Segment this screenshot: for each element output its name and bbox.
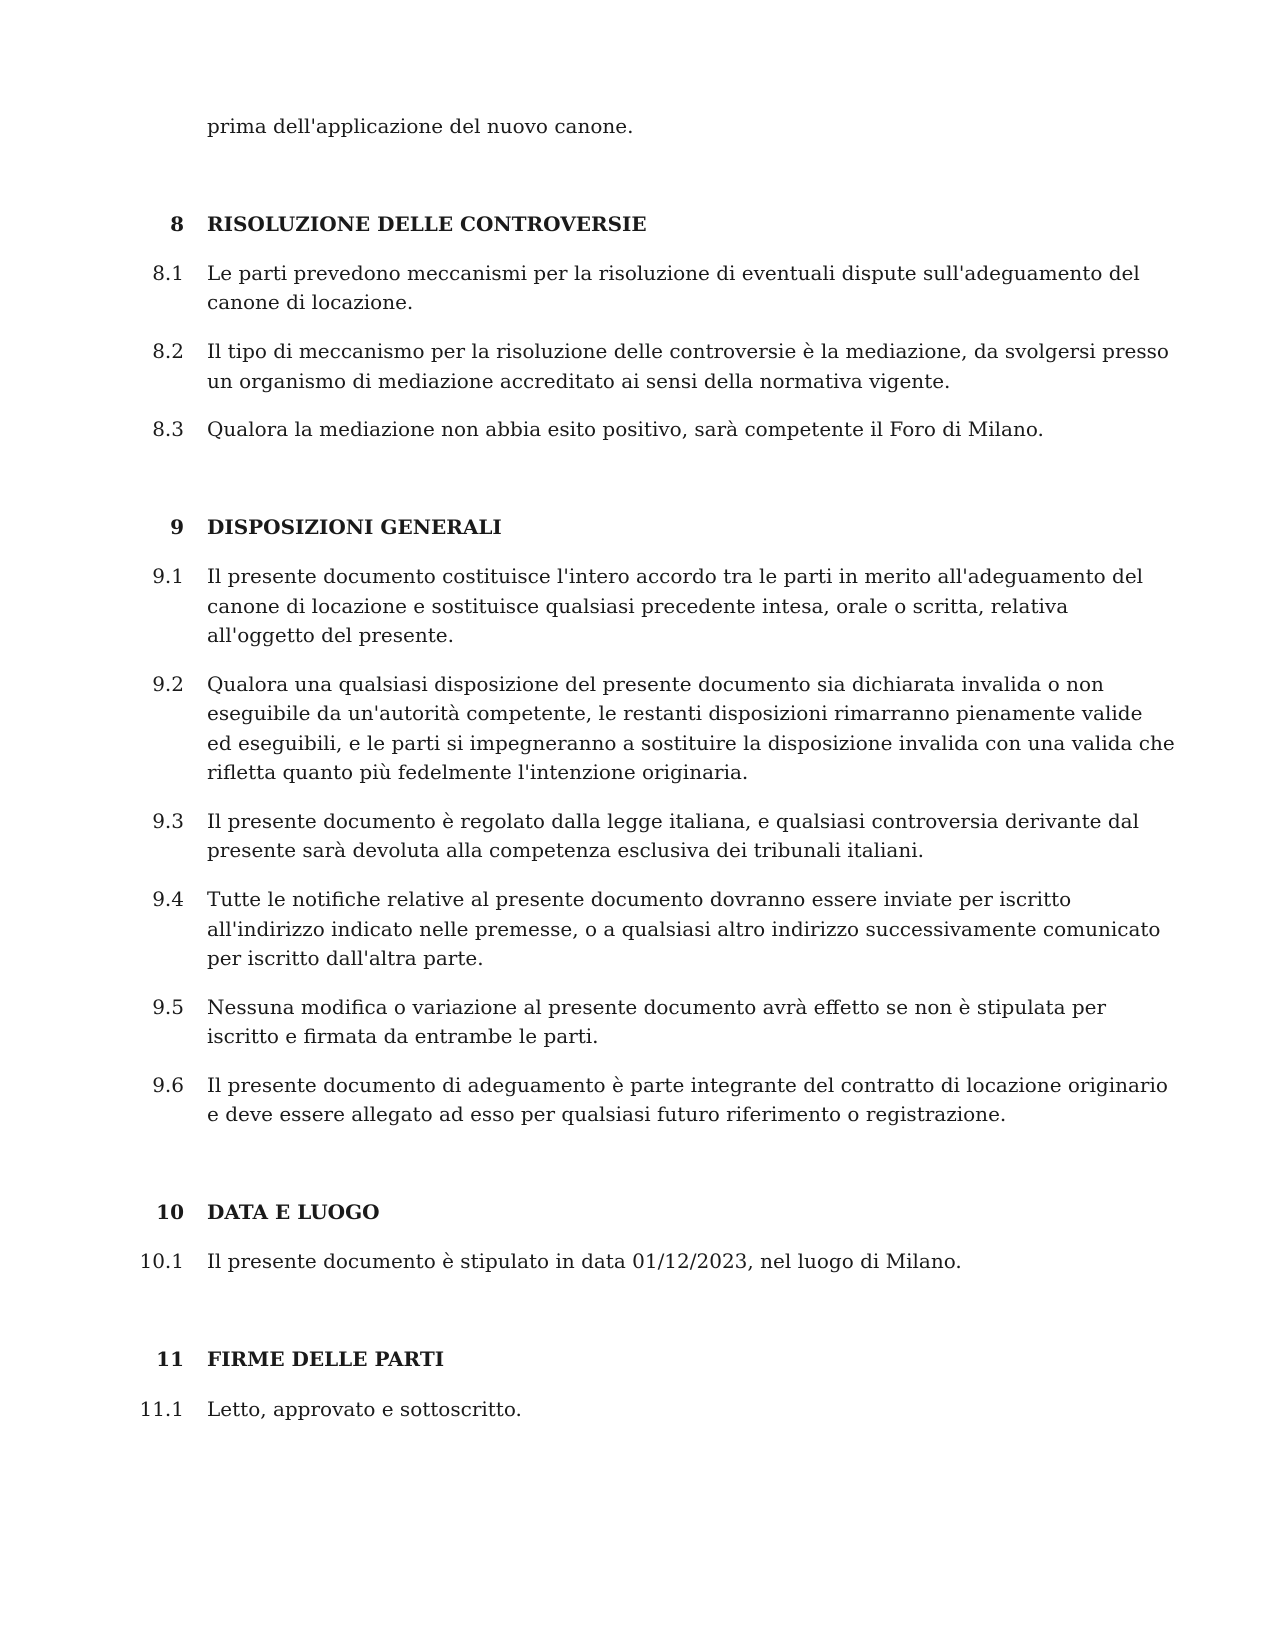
clause-8-3-line: Qualora la mediazione non abbia esito positivo, sarà competente il Foro di Milano. [207,417,1044,441]
clause-9-1-line: canone di locazione e sostituisce qualsiasi precedente intesa, orale o scritta, relativa [207,594,1069,618]
clause-8-2-line: Il tipo di meccanismo per la risoluzione delle controversie è la mediazione, da svolgersi presso [207,339,1169,363]
clause-9-4-line: per iscritto dall'altra parte. [207,946,484,970]
section-10-number: 10 [156,1200,184,1224]
clause-9-5-line: iscritto e firmata da entrambe le parti. [207,1024,599,1048]
clause-8-3-number: 8.3 [152,417,184,441]
clause-9-3-number: 9.3 [152,809,184,833]
clause-9-4-line: all'indirizzo indicato nelle premesse, o a qualsiasi altro indirizzo successivamente comunicato [207,917,1161,941]
clause-11-1-line: Letto, approvato e sottoscritto. [207,1397,522,1421]
continuation-text: prima dell'applicazione del nuovo canone. [207,114,634,138]
clause-8-1-number: 8.1 [152,261,184,285]
section-10-title: DATA E LUOGO [207,1200,380,1224]
clause-8-1-line: canone di locazione. [207,290,414,314]
clause-10-1-number: 10.1 [139,1249,184,1273]
section-8-title: RISOLUZIONE DELLE CONTROVERSIE [207,212,647,236]
section-9-number: 9 [170,515,184,539]
clause-9-5-line: Nessuna modifica o variazione al presente documento avrà effetto se non è stipulata per [207,995,1107,1019]
clause-9-1-line: Il presente documento costituisce l'intero accordo tra le parti in merito all'adeguamento del [207,564,1144,588]
clause-9-6-number: 9.6 [152,1073,184,1097]
clause-11-1-number: 11.1 [139,1397,184,1421]
clause-9-1-line: all'oggetto del presente. [207,623,454,647]
clause-9-4-number: 9.4 [152,887,184,911]
section-8-number: 8 [170,212,184,236]
clause-10-1-line: Il presente documento è stipulato in data 01/12/2023, nel luogo di Milano. [207,1249,962,1273]
clause-9-2-number: 9.2 [152,672,184,696]
section-11-title: FIRME DELLE PARTI [207,1347,445,1371]
section-11-number: 11 [156,1347,184,1371]
clause-9-3-line: Il presente documento è regolato dalla legge italiana, e qualsiasi controversia derivante dal [207,809,1139,833]
section-9-title: DISPOSIZIONI GENERALI [207,515,502,539]
clause-9-6-line: e deve essere allegato ad esso per qualsiasi futuro riferimento o registrazione. [207,1102,1007,1126]
clause-9-2-line: ed eseguibili, e le parti si impegneranno a sostituire la disposizione invalida con una valida che [207,731,1175,755]
clause-9-5-number: 9.5 [152,995,184,1019]
clause-9-6-line: Il presente documento di adeguamento è parte integrante del contratto di locazione originario [207,1073,1168,1097]
clause-9-2-line: rifletta quanto più fedelmente l'intenzione originaria. [207,760,749,784]
clause-8-2-line: un organismo di mediazione accreditato ai sensi della normativa vigente. [207,369,951,393]
clause-9-1-number: 9.1 [152,564,184,588]
clause-8-2-number: 8.2 [152,339,184,363]
clause-9-3-line: presente sarà devoluta alla competenza esclusiva dei tribunali italiani. [207,838,924,862]
clause-9-4-line: Tutte le notifiche relative al presente documento dovranno essere inviate per iscritto [207,887,1072,911]
clause-9-2-line: Qualora una qualsiasi disposizione del presente documento sia dichiarata invalida o non [207,672,1104,696]
clause-9-2-line: eseguibile da un'autorità competente, le restanti disposizioni rimarranno pienamente valide [207,701,1143,725]
clause-8-1-line: Le parti prevedono meccanismi per la risoluzione di eventuali dispute sull'adeguamento del [207,261,1140,285]
